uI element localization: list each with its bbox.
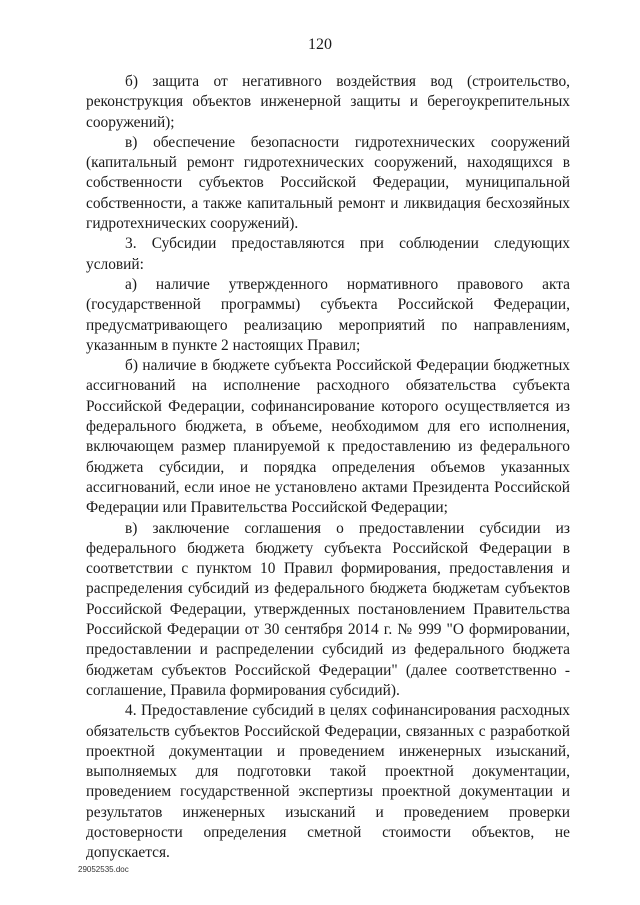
paragraph-3-conditions: 3. Субсидии предоставляются при соблюдении следующих условий: bbox=[86, 235, 570, 273]
paragraph-v-hydrotechnical-safety: в) обеспечение безопасности гидротехнических сооружений (капитальный ремонт гидротехнических сооружений, находящихся в собственности субъектов Российской Федерации, муниципальной собственности, а также капитальный ремонт и ликвидация бесхозяйных гидротехнических сооружений). bbox=[86, 133, 570, 233]
page-number: 120 bbox=[308, 36, 332, 53]
paragraph-b-budget-allocations: б) наличие в бюджете субъекта Российской Федерации бюджетных ассигнований на исполнение расходного обязательства субъекта Российской Федерации, софинансирование которого осуществляется из федерального бюджета, в объеме, необходимом для его исполнения, включающем размер планируемой к предоставлению из федерального бюджета субсидии, и порядка определения объемов указанных ассигнований, если иное не установлено актами Президента Российской Федерации или Правительства Российской Федерации; bbox=[86, 357, 570, 517]
document-body bbox=[86, 72, 570, 864]
paragraph-v-agreement: в) заключение соглашения о предоставлении субсидии из федерального бюджета бюджету субъекта Российской Федерации в соответствии с пунктом 10 Правил формирования, предоставления и распределения субсидий из федерального бюджета бюджетам субъектов Российской Федерации, утвержденных постановлением Правительства Российской Федерации от 30 сентября 2014 г. № 999 "О формировании, предоставлении и распределении субсидий из федерального бюджета бюджетам субъектов Российской Федерации" (далее соответственно - соглашение, Правила формирования субсидий). bbox=[86, 519, 570, 699]
paragraph-a-legal-act: а) наличие утвержденного нормативного правового акта (государственной программы) субъекта Российской Федерации, предусматривающего реализацию мероприятий по направлениям, указанным в пункте 2 настоящих Правил; bbox=[86, 275, 570, 354]
paragraph-b-flood-protection: б) защита от негативного воздействия вод (строительство, реконструкция объектов инженерной защиты и берегоукрепительных сооружений); bbox=[86, 73, 570, 131]
document-file-name: 29052535.doc bbox=[78, 865, 129, 874]
paragraph-4-restrictions: 4. Предоставление субсидий в целях софинансирования расходных обязательств субъектов Российской Федерации, связанных с разработкой проектной документации и проведением инженерных изысканий, выполняемых для подготовки такой проектной документации, проведением государственной экспертизы проектной документации и результатов инженерных изысканий и проведением проверки достоверности определения сметной стоимости объектов, не допускается. bbox=[86, 702, 570, 862]
